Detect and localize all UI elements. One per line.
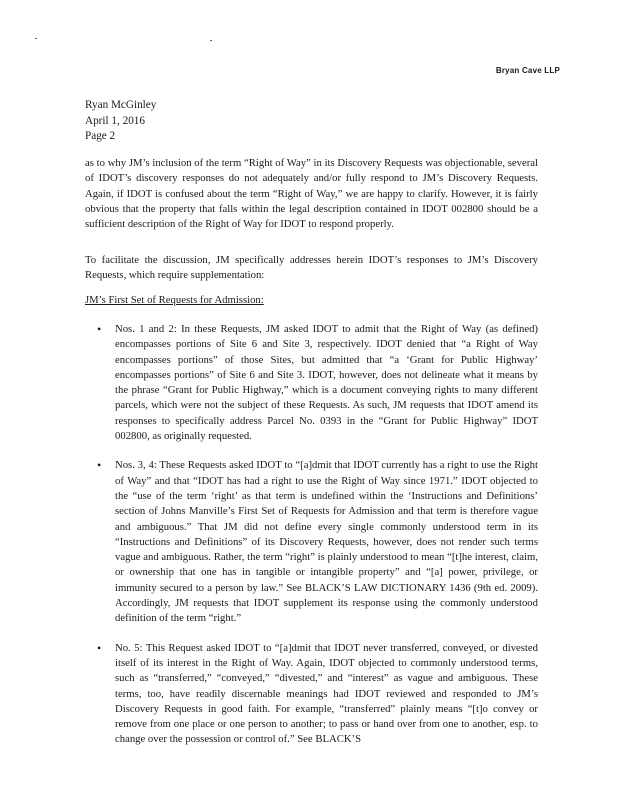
request-list: [85, 322, 538, 748]
list-item: • Nos. 3, 4: These Requests asked IDOT to “[a]dmit that IDOT currently has a right to use the Right of Way” and that “IDOT has had a right to use the Right of Way since 1971.” IDOT objected to the “use of the term ‘right’ as that term is undefined within the ‘Instructions and Definitions’ section of Johns Manville’s First Set of Requests for Admission and that term is therefore vague and ambiguous.” That JM did not define every single commonly understood term in its “Instructions and Definitions” of its Discovery Requests, however, does not render such terms vague and ambiguous. Rather, the term “right” is plainly understood to mean “[t]he interest, claim, or ownership that one has in tangible or intangible property” and “[a] power, privilege, or immunity secured to a person by law.” See BLACK’S LAW DICTIONARY 1436 (9th ed. 2009). Accordingly, JM requests that IDOT supplement its response using the commonly understood definition of the term “right.”: [97, 458, 538, 625]
bullet-icon: •: [97, 322, 102, 336]
section-heading: JM’s First Set of Requests for Admission:: [85, 294, 264, 306]
list-item: • No. 5: This Request asked IDOT to “[a]dmit that IDOT never transferred, conveyed, or divested itself of its interest in the Right of Way. Again, IDOT objected to commonly understood terms, such as “transferred,” “conveyed,” “divested,” and “interest” as vague and ambiguous. These terms, too, have readily discernable meanings had IDOT reviewed and responded to JM’s Discovery Requests in good faith. For example, “transferred” plainly means “[t]o convey or remove from one place or one person to another; to pass or hand over from one to another, esp. to change over the possession or control of.” See BLACK’S: [97, 640, 538, 746]
letter-header: [85, 98, 156, 145]
bullet-icon: •: [97, 458, 102, 473]
law-firm-letterhead: Bryan Cave LLP: [495, 66, 560, 75]
page-number: Page 2: [85, 130, 116, 142]
paragraph-continuation: as to why JM’s inclusion of the term “Right of Way” in its Discovery Requests was objectionable, several of IDOT’s discovery responses do not adequately and/or fully respond to JM’s Discovery Requests. Again, if IDOT is confused about the term “Right of Way,” we are happy to clarify. However, it is fairly obvious that the property that falls within the legal description contained in IDOT 002800 should be a sufficient description of the Right of Way for IDOT to respond properly.: [85, 157, 538, 231]
letter-date: April 1, 2016: [85, 114, 145, 127]
bullet-icon: •: [97, 640, 102, 655]
scan-speck: [210, 40, 212, 41]
paragraph-intro: To facilitate the discussion, JM specifically addresses herein IDOT’s responses to JM’s Discovery Requests, which require supplementation:: [85, 254, 538, 282]
scan-speck: [35, 38, 37, 39]
recipient-name: Ryan McGinley: [85, 99, 157, 111]
list-item: • Nos. 1 and 2: In these Requests, JM asked IDOT to admit that the Right of Way (as defined) encompasses portions of Site 6 and Site 3, respectively. IDOT denied that “a Right of Way encompasses portions” of those Sites, but admitted that “a ‘Grant for Public Highway’ encompasses portions” of Site 6 and Site 3. IDOT, however, does not delineate what it means by the phrase “Grant for Public Highway,” which is a document conveying rights to many different parcels, which were not the subject of these Requests. As such, JM requests that IDOT amend its responses to specifically address Parcel No. 0393 in the “Grant for Public Highway” IDOT 002800, as originally requested.: [97, 322, 538, 443]
